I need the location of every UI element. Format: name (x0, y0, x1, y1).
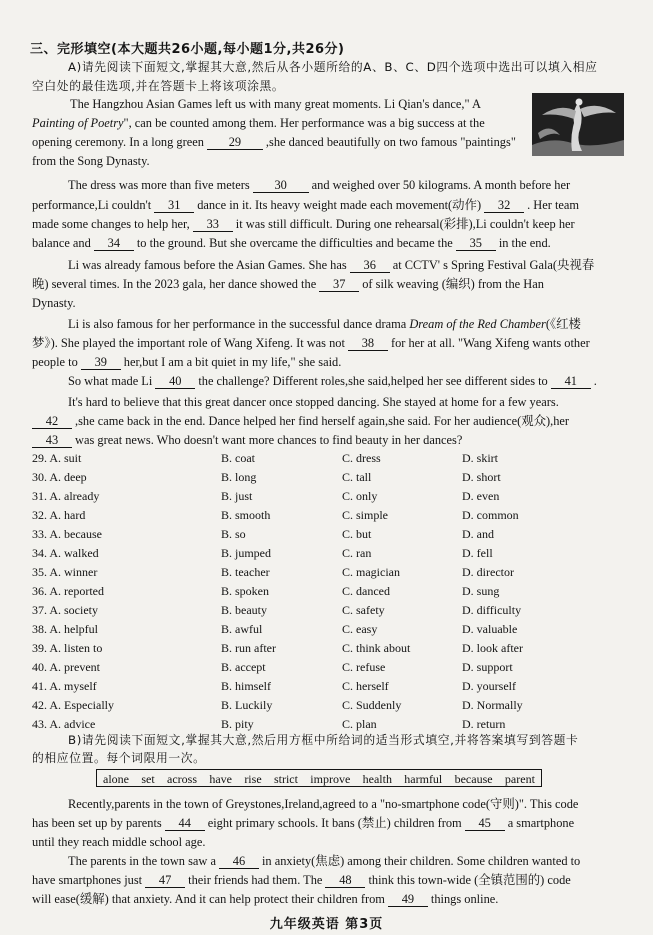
option-choice: 43. A. advice (32, 717, 96, 731)
word-bank-box (96, 769, 542, 787)
option-choice: D. support (462, 660, 513, 674)
option-choice: 31. A. already (32, 489, 100, 503)
option-choice: C. only (342, 489, 378, 503)
option-choice: C. refuse (342, 660, 386, 674)
word-bank-item: parent (504, 772, 535, 786)
dance-photo (532, 93, 624, 156)
option-row (32, 698, 632, 717)
option-choice: B. spoken (221, 584, 269, 598)
option-row (32, 546, 632, 565)
blank-32: 32 (484, 199, 524, 213)
option-choice: D. return (462, 717, 506, 731)
option-choice: B. run after (221, 641, 276, 655)
option-choice: 39. A. listen to (32, 641, 103, 655)
option-choice: B. jumped (221, 546, 271, 560)
option-choice: B. beauty (221, 603, 267, 617)
option-choice: C. plan (342, 717, 377, 731)
word-bank-item: rise (244, 772, 262, 786)
word-bank-item: have (209, 772, 232, 786)
option-choice: 42. A. Especially (32, 698, 114, 712)
option-choice: 37. A. society (32, 603, 98, 617)
option-row (32, 508, 632, 527)
blank-49: 49 (388, 893, 428, 907)
blank-48: 48 (325, 874, 365, 888)
option-row (32, 565, 632, 584)
option-choice: C. ran (342, 546, 372, 560)
option-row (32, 470, 632, 489)
option-choice: D. skirt (462, 451, 498, 465)
option-choice: D. sung (462, 584, 500, 598)
passage-a-line: people to 39 her,but I am a bit quiet in my life," she said. (32, 355, 342, 369)
blank-29: 29 (207, 136, 263, 150)
passage-a-line: The dress was more than five meters 30 and weighed over 50 kilograms. A month before her (68, 178, 571, 192)
section-title: 三、完形填空(本大题共26小题,每小题1分,共26分) (30, 42, 345, 57)
blank-30: 30 (253, 179, 309, 193)
option-choice: C. herself (342, 679, 389, 693)
blank-47: 47 (145, 874, 185, 888)
option-choice: B. awful (221, 622, 263, 636)
option-choice: 41. A. myself (32, 679, 97, 693)
passage-a-line: 晚) several times. In the 2023 gala, her dance showed the 37 of silk weaving (编织) from the Han (32, 277, 544, 291)
passage-b-line: has been set up by parents 44 eight primary schools. It bans (禁止) children from 45 a smartphone (32, 816, 575, 830)
option-choice: B. long (221, 470, 257, 484)
option-choice: D. common (462, 508, 519, 522)
passage-a-line: made some changes to help her, 33 it was still difficult. During one rehearsal(彩排),Li couldn't keep her (32, 217, 575, 231)
word-bank-item: across (167, 772, 197, 786)
option-choice: 32. A. hard (32, 508, 86, 522)
option-choice: 34. A. walked (32, 546, 99, 560)
option-choice: D. fell (462, 546, 493, 560)
option-choice: C. tall (342, 470, 372, 484)
option-choice: C. danced (342, 584, 390, 598)
option-row (32, 489, 632, 508)
blank-46: 46 (219, 855, 259, 869)
blank-36: 36 (350, 259, 390, 273)
option-choice: D. and (462, 527, 494, 541)
blank-40: 40 (155, 375, 195, 389)
option-choice: D. Normally (462, 698, 523, 712)
option-row (32, 584, 632, 603)
word-bank-item: harmful (404, 772, 443, 786)
option-choice: B. coat (221, 451, 255, 465)
option-choice: D. short (462, 470, 501, 484)
passage-b-line: The parents in the town saw a 46 in anxiety(焦虑) among their children. Some children wanted to (68, 854, 581, 868)
blank-39: 39 (81, 356, 121, 370)
option-choice: 40. A. prevent (32, 660, 100, 674)
option-row (32, 603, 632, 622)
part-a-instruction-2: 空白处的最佳选项,并在答题卡上将该项涂黑。 (32, 79, 285, 93)
word-bank-item: because (454, 772, 493, 786)
option-row (32, 527, 632, 546)
option-choice: B. Luckily (221, 698, 273, 712)
passage-b-line: Recently,parents in the town of Greystones,Ireland,agreed to a "no-smartphone code(守则)". This code (68, 797, 579, 811)
word-bank-item: improve (310, 772, 351, 786)
option-choice: B. just (221, 489, 253, 503)
blank-43: 43 (32, 434, 72, 448)
option-choice: C. but (342, 527, 372, 541)
passage-a-line: The Hangzhou Asian Games left us with many great moments. Li Qian's dance," A (70, 97, 481, 111)
option-choice: B. pity (221, 717, 254, 731)
option-choice: D. yourself (462, 679, 516, 693)
option-row (32, 622, 632, 641)
option-choice: C. think about (342, 641, 411, 655)
option-choice: B. teacher (221, 565, 270, 579)
passage-a-line: balance and 34 to the ground. But she overcame the difficulties and became the 35 in the end. (32, 236, 551, 250)
word-bank-item: set (141, 772, 155, 786)
blank-31: 31 (154, 199, 194, 213)
option-choice: 35. A. winner (32, 565, 98, 579)
passage-b-line: have smartphones just 47 their friends had them. The 48 think this town-wide (全镇范围的) code (32, 873, 571, 887)
option-row (32, 660, 632, 679)
option-row (32, 679, 632, 698)
word-bank-item: strict (273, 772, 298, 786)
blank-38: 38 (348, 337, 388, 351)
option-choice: D. valuable (462, 622, 518, 636)
blank-41: 41 (551, 375, 591, 389)
passage-a-line: Dynasty. (32, 296, 76, 310)
word-bank-item: health (362, 772, 392, 786)
passage-a-line: opening ceremony. In a long green 29 ,she danced beautifully on two famous "paintings" (32, 133, 526, 152)
passage-a-line: 43 was great news. Who doesn't want more chances to find beauty in her dances? (32, 431, 626, 450)
option-choice: C. easy (342, 622, 378, 636)
option-choice: 36. A. reported (32, 584, 104, 598)
part-b-instruction-2: 的相应位置。每个词限用一次。 (32, 751, 206, 765)
passage-a-line: Li was already famous before the Asian Games. She has 36 at CCTV' s Spring Festival Gala(央视春 (68, 258, 595, 272)
passage-b-line: will ease(缓解) that anxiety. And it can help protect their children from 49 things online. (32, 892, 499, 906)
option-choice: 33. A. because (32, 527, 102, 541)
part-a-instruction-1: A)请先阅读下面短文,掌握其大意,然后从各小题所给的A、B、C、D四个选项中选出可以填入相应 (68, 60, 598, 74)
passage-a-line: It's hard to believe that this great dancer once stopped dancing. She stayed at home for a few years. (68, 395, 559, 409)
option-choice: C. safety (342, 603, 385, 617)
option-choice: C. dress (342, 451, 381, 465)
passage-a-line: So what made Li 40 the challenge? Different roles,she said,helped her see different sides to 41 . (68, 374, 597, 388)
blank-33: 33 (193, 218, 233, 232)
part-b-instruction-1: B)请先阅读下面短文,掌握其大意,然后用方框中所给词的适当形式填空,并将答案填写到答题卡 (68, 733, 579, 747)
option-choice: B. himself (221, 679, 271, 693)
passage-a-line: 42 ,she came back in the end. Dance helped her find herself again,she said. For her audience(观众),her (32, 412, 626, 431)
page-footer: 九年级英语 第3页 (269, 917, 384, 932)
blank-42: 42 (32, 415, 72, 429)
option-choice: D. director (462, 565, 514, 579)
blank-45: 45 (465, 817, 505, 831)
passage-a-line: performance,Li couldn't 31 dance in it. Its heavy weight made each movement(动作) 32 . Her team (32, 198, 580, 212)
option-choice: C. magician (342, 565, 400, 579)
word-bank-item: alone (103, 772, 129, 786)
option-choice: D. difficulty (462, 603, 522, 617)
blank-34: 34 (94, 237, 134, 251)
passage-b-line: until they reach middle school age. (32, 835, 206, 849)
option-choice: D. look after (462, 641, 523, 655)
option-choice: B. accept (221, 660, 266, 674)
option-choice: 38. A. helpful (32, 622, 98, 636)
blank-35: 35 (456, 237, 496, 251)
option-choice: C. simple (342, 508, 389, 522)
option-choice: B. so (221, 527, 246, 541)
passage-a-line: from the Song Dynasty. (32, 154, 150, 168)
passage-a-line: Li is also famous for her performance in the successful dance drama Dream of the Red Chamber(《红楼 (68, 317, 581, 331)
passage-a-line: 梦》). She played the important role of Wang Xifeng. It was not 38 for her at all. "Wang Xifeng wants other (32, 336, 590, 350)
option-choice: 29. A. suit (32, 451, 82, 465)
option-choice: D. even (462, 489, 500, 503)
blank-37: 37 (319, 278, 359, 292)
passage-a-line: Painting of Poetry", can be counted among them. Her performance was a big success at the (32, 116, 485, 130)
blank-44: 44 (165, 817, 205, 831)
option-choice: B. smooth (221, 508, 271, 522)
option-row (32, 451, 632, 470)
option-choice: C. Suddenly (342, 698, 402, 712)
option-row (32, 641, 632, 660)
option-choice: 30. A. deep (32, 470, 87, 484)
